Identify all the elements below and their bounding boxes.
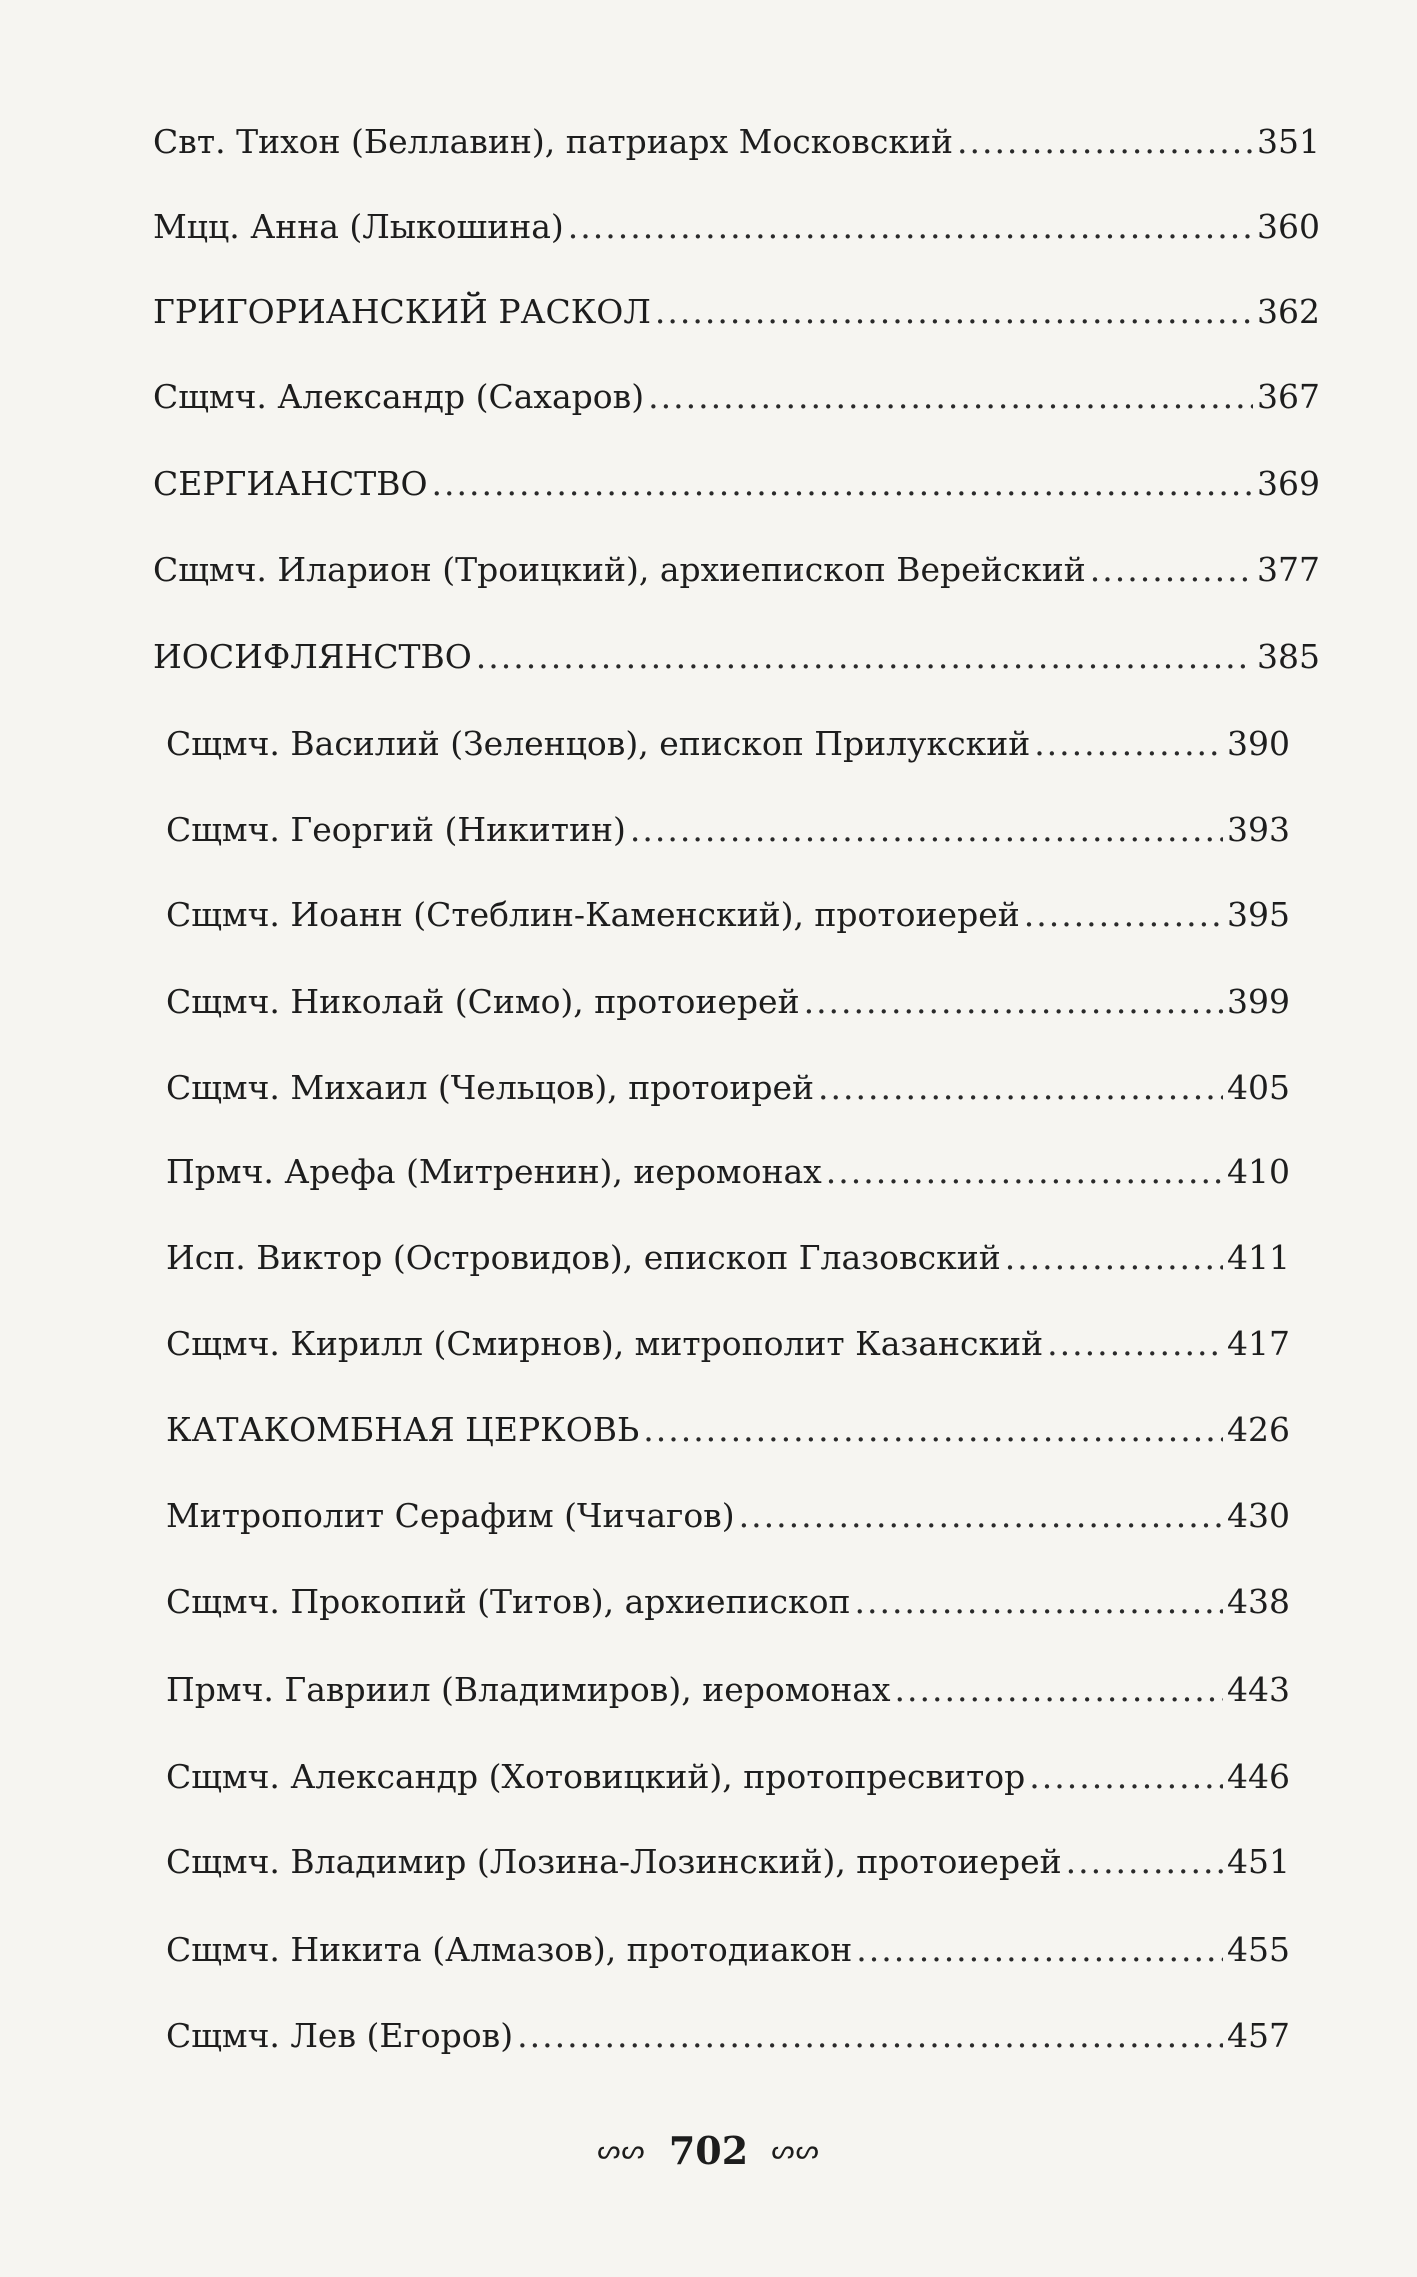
toc-entry-title: Сщмч. Прокопий (Титов), архиепископ [166, 1582, 851, 1621]
toc-entry-title: Сщмч. Иоанн (Стеблин-Каменский), протоиерей [166, 895, 1020, 934]
ornament-right-icon: ᔕᔕ [771, 2135, 820, 2166]
toc-entry [166, 1236, 1290, 1280]
dot-leader [432, 462, 1253, 506]
dot-leader [1024, 893, 1223, 937]
toc-entry-title: Сщмч. Кирилл (Смирнов), митрополит Казанский [166, 1324, 1044, 1363]
toc-entry-page: 457 [1227, 2016, 1290, 2055]
toc-entry-title: Сщмч. Никита (Алмазов), протодиакон [166, 1930, 853, 1969]
dot-leader [1066, 1840, 1223, 1884]
toc-entry-page: 377 [1257, 550, 1320, 589]
dot-leader [655, 290, 1253, 334]
toc-entry-page: 395 [1227, 895, 1290, 934]
toc-entry-title: Сщмч. Василий (Зеленцов), епископ Прилукский [166, 724, 1031, 763]
toc-entry-page: 455 [1227, 1930, 1290, 1969]
toc-entry [166, 1928, 1290, 1972]
toc-entry-page: 443 [1227, 1670, 1290, 1709]
toc-entry [166, 1755, 1290, 1799]
toc-entry [166, 808, 1290, 852]
toc-entry-title: Сщмч. Александр (Сахаров) [153, 377, 645, 416]
toc-entry-page: 411 [1227, 1238, 1290, 1277]
dot-leader [895, 1668, 1223, 1712]
toc-entry-title: Сщмч. Александр (Хотовицкий), протопресвитор [166, 1757, 1026, 1796]
toc-entry-page: 367 [1257, 377, 1320, 416]
toc-entry [166, 1494, 1290, 1538]
toc-entry-page: 405 [1227, 1068, 1290, 1107]
toc-entry [153, 290, 1320, 334]
toc-entry-title: Сщмч. Иларион (Троицкий), архиепископ Верейский [153, 550, 1086, 589]
toc-entry [166, 1150, 1290, 1194]
dot-leader [1090, 548, 1253, 592]
page-number: 702 [668, 2128, 749, 2173]
toc-entry-title: Митрополит Серафим (Чичагов) [166, 1496, 735, 1535]
toc-entry-page: 430 [1227, 1496, 1290, 1535]
dot-leader [1047, 1322, 1223, 1366]
dot-leader [517, 2014, 1223, 2058]
toc-entry-page: 385 [1257, 637, 1320, 676]
toc-entry-page: 417 [1227, 1324, 1290, 1363]
dot-leader [1034, 722, 1223, 766]
toc-entry [166, 2014, 1290, 2058]
toc-entry-title: СЕРГИАНСТВО [153, 464, 428, 503]
dot-leader [1005, 1236, 1223, 1280]
toc-entry [153, 375, 1320, 419]
toc-entry-title: Сщмч. Георгий (Никитин) [166, 810, 626, 849]
toc-entry-page: 399 [1227, 982, 1290, 1021]
dot-leader [630, 808, 1223, 852]
dot-leader [648, 375, 1253, 419]
toc-entry [153, 548, 1320, 592]
toc-entry-title: Прмч. Гавриил (Владимиров), иеромонах [166, 1670, 891, 1709]
toc-entry-title: Свт. Тихон (Беллавин), патриарх Московский [153, 122, 953, 161]
toc-entry-title: Сщмч. Николай (Симо), протоиерей [166, 982, 800, 1021]
toc-entry-title: ИОСИФЛЯНСТВО [153, 637, 472, 676]
toc-entry-page: 446 [1227, 1757, 1290, 1796]
dot-leader [1029, 1755, 1223, 1799]
toc-entry-page: 410 [1227, 1152, 1290, 1191]
toc-entry-title: КАТАКОМБНАЯ ЦЕРКОВЬ [166, 1410, 640, 1449]
dot-leader [957, 120, 1253, 164]
toc-entry [166, 1668, 1290, 1712]
dot-leader [854, 1580, 1223, 1624]
toc-entry-title: Сщмч. Михаил (Чельцов), протоирей [166, 1068, 815, 1107]
dot-leader [739, 1494, 1223, 1538]
dot-leader [568, 205, 1253, 249]
toc-entry [166, 1066, 1290, 1110]
toc-entry [166, 1840, 1290, 1884]
toc-entry [166, 980, 1290, 1024]
toc-entry-page: 451 [1227, 1842, 1290, 1881]
toc-entry [166, 1408, 1290, 1452]
toc-entry-page: 362 [1257, 292, 1320, 331]
dot-leader [818, 1066, 1223, 1110]
toc-entry-page: 360 [1257, 207, 1320, 246]
toc-entry-page: 426 [1227, 1410, 1290, 1449]
dot-leader [826, 1150, 1223, 1194]
toc-entry-title: Исп. Виктор (Островидов), епископ Глазовский [166, 1238, 1001, 1277]
dot-leader [643, 1408, 1223, 1452]
toc-entry [166, 1322, 1290, 1366]
dot-leader [476, 635, 1253, 679]
toc-entry [166, 722, 1290, 766]
toc-entry-title: Мцц. Анна (Лыкошина) [153, 207, 564, 246]
toc-entry-page: 351 [1257, 122, 1320, 161]
toc-entry [153, 205, 1320, 249]
toc-entry [166, 1580, 1290, 1624]
dot-leader [804, 980, 1223, 1024]
toc-entry-page: 369 [1257, 464, 1320, 503]
toc-entry-page: 393 [1227, 810, 1290, 849]
toc-entry-title: ГРИГОРИАНСКИЙ РАСКОЛ [153, 292, 651, 331]
ornament-left-icon: ᔕᔕ [597, 2135, 646, 2166]
toc-entry-title: Сщмч. Владимир (Лозина-Лозинский), протоиерей [166, 1842, 1062, 1881]
toc-entry-page: 390 [1227, 724, 1290, 763]
toc-entry [153, 120, 1320, 164]
toc-entry [153, 462, 1320, 506]
toc-entry [153, 635, 1320, 679]
toc-entry-page: 438 [1227, 1582, 1290, 1621]
toc-entry-title: Сщмч. Лев (Егоров) [166, 2016, 514, 2055]
toc-entry [166, 893, 1290, 937]
toc-entry-title: Прмч. Арефа (Митренин), иеромонах [166, 1152, 822, 1191]
page-number-footer [0, 2124, 1417, 2173]
dot-leader [856, 1928, 1223, 1972]
